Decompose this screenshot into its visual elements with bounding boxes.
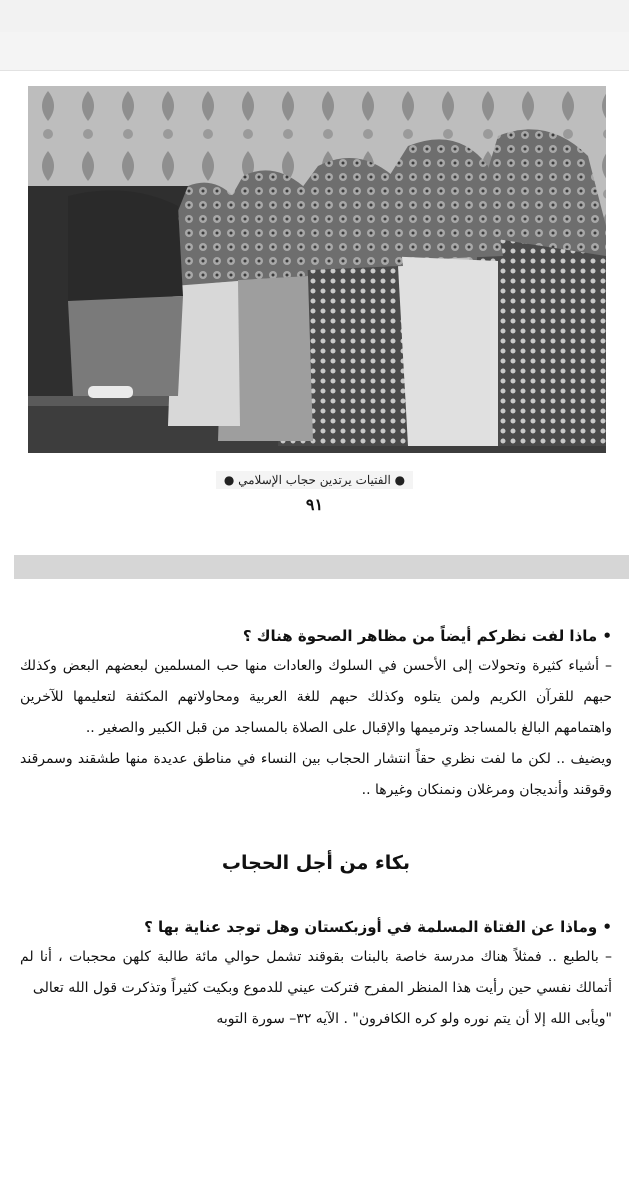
quran-verse: "ويأبى الله إلا أن يتم نوره ولو كره الكافرون" . الآيه ٣٢– سورة التوبه bbox=[216, 1011, 612, 1027]
previous-page-strip bbox=[0, 32, 629, 71]
photo-caption: ● الفتيات يرتدين حجاب الإسلامي ● bbox=[216, 471, 413, 489]
page-number: ٩١ bbox=[305, 495, 324, 514]
scanned-text-page bbox=[0, 581, 629, 1200]
question-1: • ماذا لفت نظركم أيضاً من مظاهر الصحوة هناك ؟ bbox=[242, 627, 612, 645]
answer-paragraph-1: – أشياء كثيرة وتحولات إلى الأحسن في السلوك والعادات منها حب المسلمين لبعضهم البعض وكذلك حبهم للقرآن الكريم ولمن يتلوه وكذلك حبهم للغة العربية ومحاولاتهم المكثفة لتعليمها للآخرين واهتمامهم البالغ بالمساجد وترميمها والإقبال على الصلاة بالمساجد من قبل الكبير والصغير .. bbox=[20, 658, 612, 736]
top-band bbox=[0, 0, 629, 32]
women-in-hijab-photo bbox=[28, 86, 606, 453]
photo-illustration bbox=[28, 86, 606, 453]
article-body bbox=[20, 621, 612, 1035]
answer-paragraph-2: ويضيف .. لكن ما لفت نظري حقاً انتشار الحجاب بين النساء في مناطق عديدة منها طشقند وسمرقند وقوقند وأنديجان ومرغلان ونمنكان وغيرها .. bbox=[20, 751, 612, 798]
photo-caption-row bbox=[0, 469, 629, 489]
section-title: بكاء من أجل الحجاب bbox=[221, 852, 411, 874]
page-divider bbox=[14, 555, 629, 579]
scanned-photo-page bbox=[0, 71, 629, 581]
question-2: • وماذا عن الفتاة المسلمة في أوزبكستان وهل توجد عناية بها ؟ bbox=[144, 918, 612, 936]
answer-paragraph-3: – بالطبع .. فمثلاً هناك مدرسة خاصة بالبنات بقوقند تشمل حوالي مائة طالبة كلهن محجبات ، أنا لم أتمالك نفسي حين رأيت هذا المنظر المفرح فتركت عيني للدموع وبكيت كثيراً وتذكرت قول الله تعالى bbox=[20, 949, 612, 996]
